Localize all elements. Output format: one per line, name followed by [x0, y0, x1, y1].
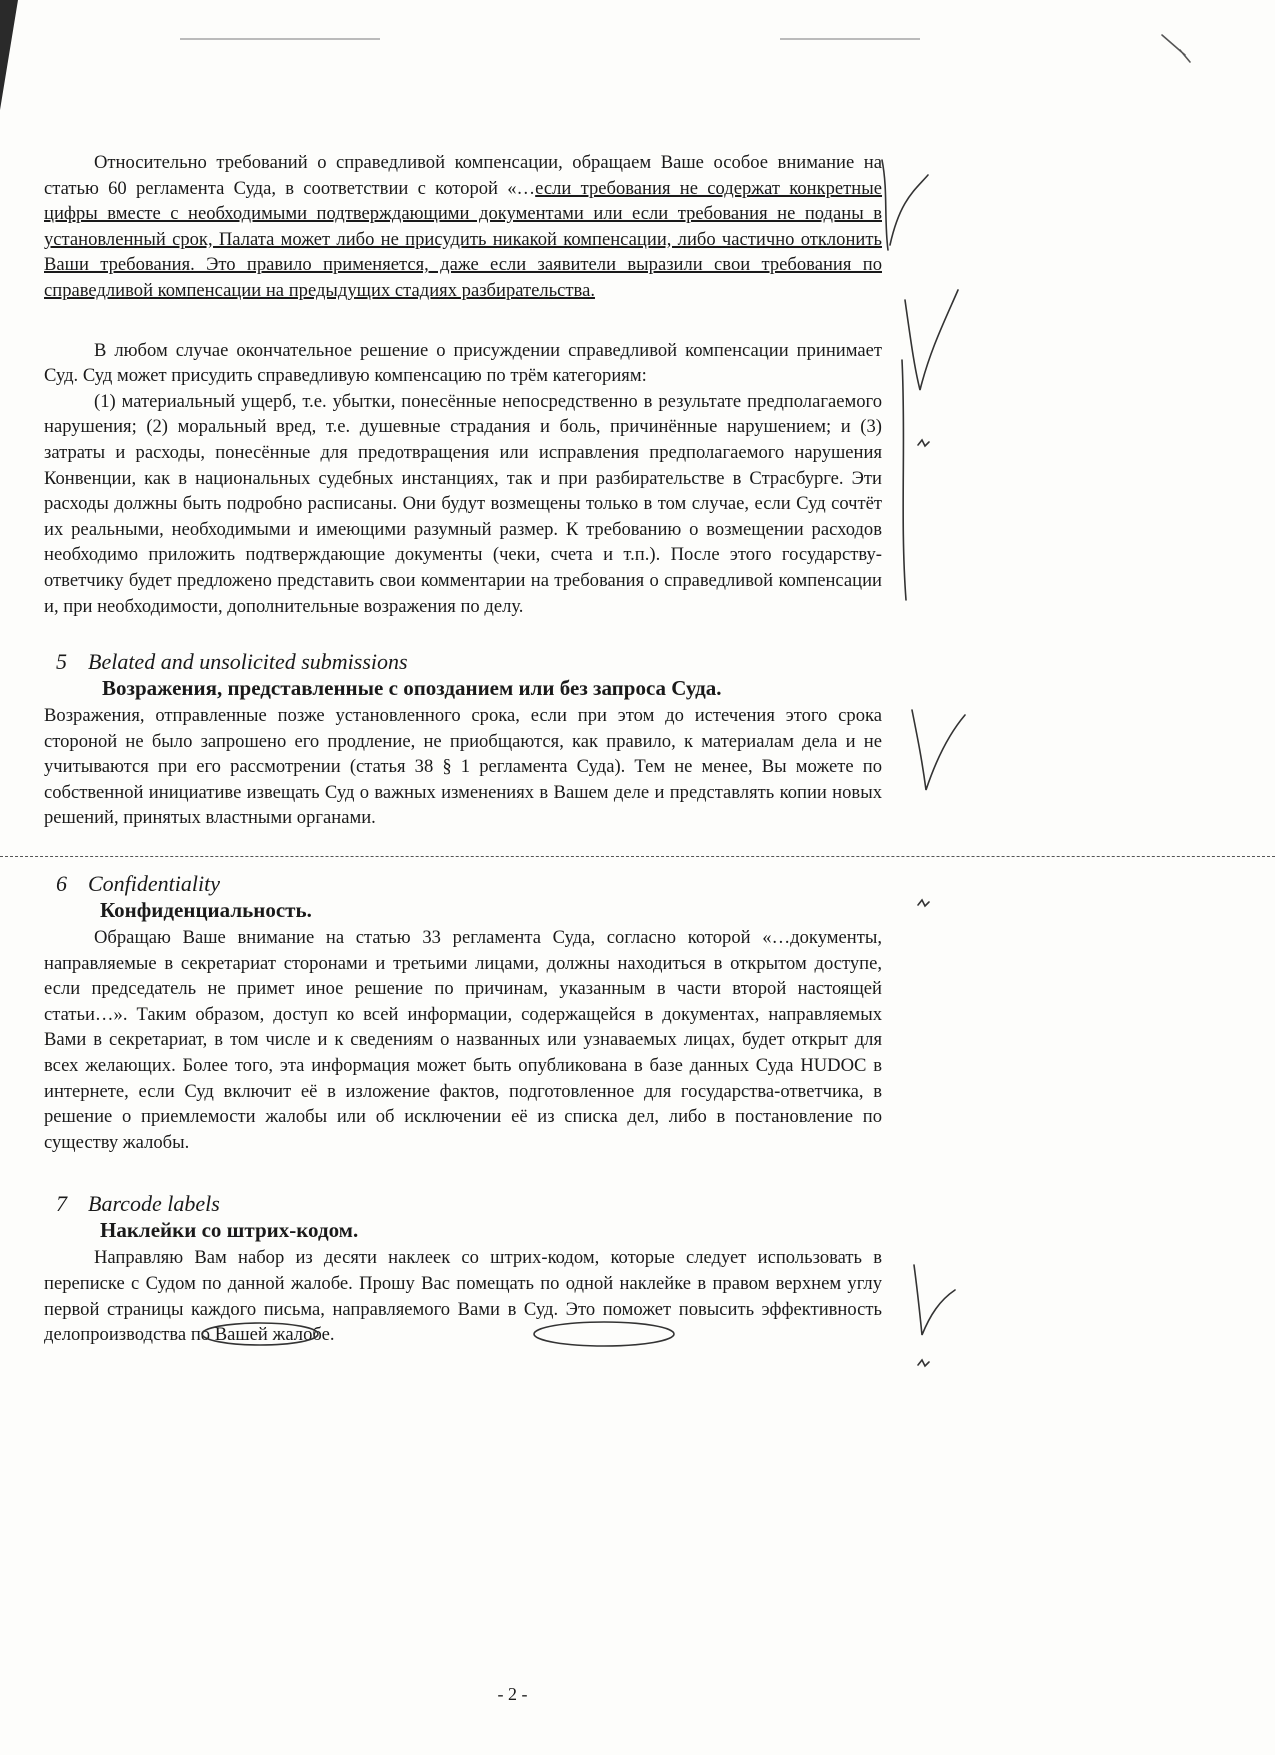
- section-number: 6: [56, 871, 67, 897]
- section-title-en: Barcode labels: [88, 1191, 220, 1217]
- checkmark-icon: [905, 290, 958, 390]
- section-title-en: Confidentiality: [88, 871, 220, 897]
- section-7: [44, 1191, 882, 1347]
- section-6: [44, 871, 882, 1155]
- section-text: Возражения, отправленные позже установленного срока, если при этом до истечения этого срока стороной не было запрошено его продление, не приобщаются, как правило, к материалам дела и не учитываются при его рассмотрении (статья 38 § 1 регламента Суда). Тем не менее, Вы можете по собственной инициативе извещать Суд о важных изменениях в Вашем деле и представлять копии новых решений, принятых властными органами.: [44, 705, 882, 829]
- section-number: 7: [56, 1191, 67, 1217]
- section-text: Обращаю Ваше внимание на статью 33 регламента Суда, согласно которой «…документы, направляемые в секретариат сторонами и третьими лицами, должны находиться в открытом доступе, если председатель не примет иное решение по причинам, указанным в части второй настоящей статьи…». Таким образом, доступ ко всей информации, содержащейся в документах, направляемых Вами в секретариат, в том числе и к сведениям о названных или узнаваемых лицах, будет открыт для всех желающих. Более того, эта информация может быть опубликована в базе данных Суда HUDOC в интернете, если Суд включит её в изложение фактов, подготовленное для государства-ответчика, в решение о приемлемости жалобы или об исключении её из списка дел, либо в постановление по существу жалобы.: [44, 927, 882, 1153]
- checkmark-icon: [890, 175, 928, 245]
- section-heading-en: [44, 1191, 882, 1217]
- paragraph-text: Относительно требований о справедливой компенсации, обращаем Ваше особое внимание на статью 60 регламента Суда, в соответствии с которой «…: [44, 152, 882, 199]
- document-page: [44, 150, 882, 1348]
- scan-corner-line: [1162, 35, 1190, 62]
- note-mark: [918, 1360, 929, 1366]
- checkmark-icon: [912, 710, 965, 790]
- fair-compensation-paragraph: [44, 150, 882, 304]
- note-mark: [918, 900, 929, 906]
- note-mark: [918, 440, 929, 446]
- section-title-ru: Возражения, представленные с опозданием или без запроса Суда.: [102, 676, 722, 701]
- checkmark-icon: [914, 1265, 955, 1335]
- scan-shadow-corner: [0, 0, 18, 110]
- categories-paragraph: (1) материальный ущерб, т.е. убытки, понесённые непосредственно в результате предполагаемого нарушения; (2) моральный вред, т.е. душевные страдания и боль, причинённые нарушением; и (3) затраты и расходы, понесённые для предотвращения или исправления предполагаемого нарушения Конвенции, как в национальных судебных инстанциях, так и при разбирательстве в Страсбурге. Эти расходы должны быть подробно расписаны. Они будут возмещены только в том случае, если Суд сочтёт их реальными, необходимыми и имеющими разумный размер. К требованию о возмещении расходов необходимо приложить подтверждающие документы (чеки, счета и т.п.). После этого государству-ответчику будет предложено представить свои комментарии на требования о справедливой компенсации и, при необходимости, дополнительные возражения по делу.: [44, 390, 882, 617]
- section-heading-en: [44, 871, 882, 897]
- section-heading-en: [44, 649, 882, 675]
- margin-bracket-mark: [882, 160, 888, 250]
- scan-smudge: [780, 38, 920, 40]
- page-number: - 2 -: [497, 1684, 528, 1704]
- section-title-ru: Наклейки со штрих-кодом.: [100, 1218, 359, 1243]
- section-number: 5: [56, 649, 67, 675]
- margin-bracket-mark: [902, 360, 906, 600]
- section-text: Направляю Вам набор из десяти наклеек со штрих-кодом, которые следует использовать в переписке с Судом по данной жалобе. Прошу Вас помещать по одной наклейке в правом верхнем углу первой страницы каждого письма, направляемого Вами в Суд. Это поможет повысить эффективность делопроизводства по Вашей жалобе.: [44, 1247, 882, 1346]
- section-title-ru: Конфиденциальность.: [100, 898, 312, 923]
- final-decision-paragraph: В любом случае окончательное решение о присуждении справедливой компенсации принимает Суд. Суд может присудить справедливую компенсацию по трём категориям:: [44, 339, 882, 387]
- scan-smudge: [180, 38, 380, 40]
- underlined-quote: если требования не содержат конкретные цифры вместе с необходимыми подтверждающими документами или если требования не поданы в установленный срок, Палата может либо не присудить никакой компенсации, либо частично отклонить Ваши требования. Это правило применяется, даже если заявители выразили свои требования по справедливой компенсации на предыдущих стадиях разбирательства.: [44, 177, 883, 301]
- section-title-en: Belated and unsolicited submissions: [88, 649, 408, 675]
- section-5: [44, 649, 882, 831]
